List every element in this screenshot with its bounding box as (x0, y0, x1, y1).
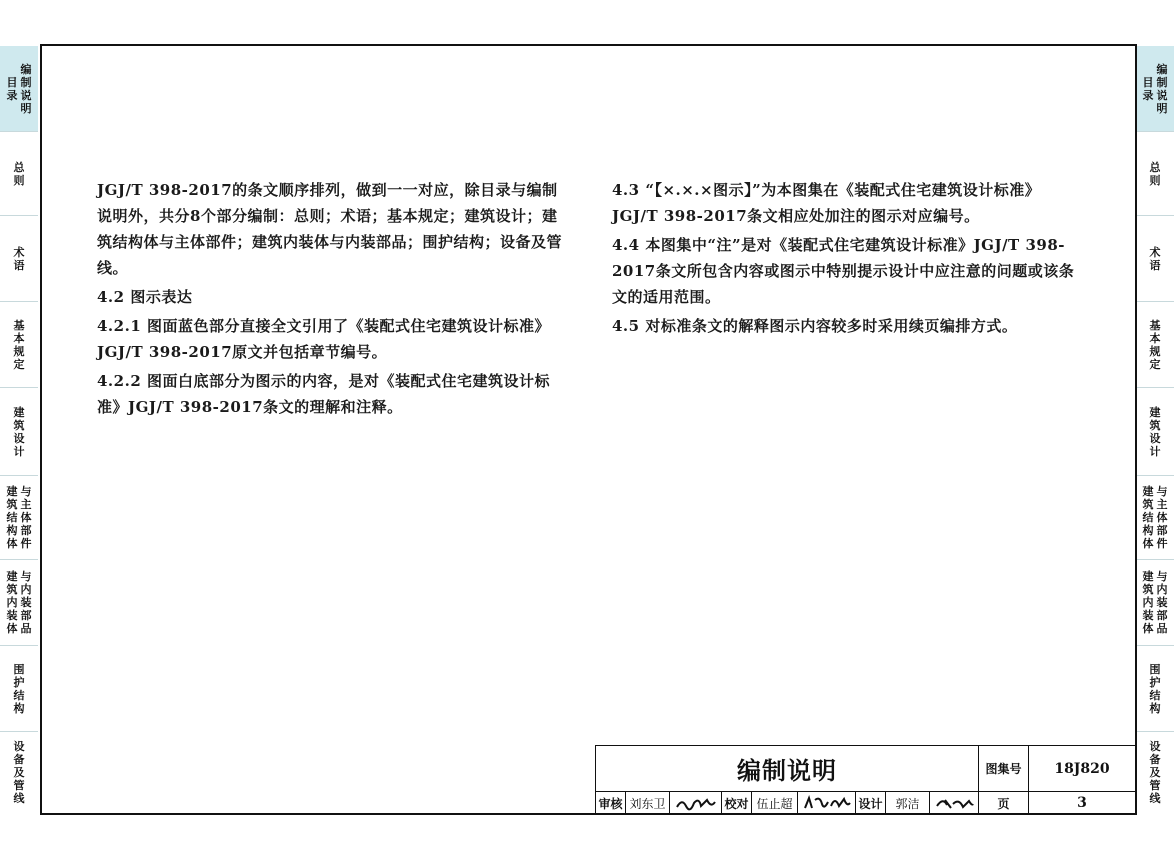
paragraph-4-3: 4.3 “【×.×.×图示】”为本图集在《装配式住宅建筑设计标准》JGJ/T 398-2017条文相应处加注的图示对应编号。 (612, 181, 1041, 225)
atlas-number-label: 图集号 (979, 746, 1029, 792)
side-tab-architectural-design-right[interactable]: 建 筑 设 计 (1136, 388, 1174, 476)
checker-signature (798, 792, 856, 814)
side-tab-equipment-right[interactable]: 设 备 及 管 线 (1149, 739, 1161, 805)
side-tab-terms-right[interactable]: 术 语 (1136, 216, 1174, 302)
side-tab-terms[interactable]: 术 语 (0, 216, 38, 302)
page-label: 页 (979, 792, 1029, 814)
side-tab-interior[interactable]: 建 筑 内 装 体 与 内 装 部 品 (0, 560, 38, 646)
side-tab-envelope[interactable]: 围 护 结 构 (0, 646, 38, 732)
side-tab-contents-right[interactable]: 目 录 编 制 说 明 (1136, 46, 1174, 132)
section-heading-4-2: 4.2 图示表达 (97, 288, 193, 306)
designer-name: 郭洁 (886, 792, 930, 814)
review-label: 审核 (596, 792, 626, 814)
paragraph-intro: JGJ/T 398-2017的条文顺序排列，做到一一对应，除目录与编制说明外，共分8个部分编制：总则；术语；基本规定；建筑设计；建筑结构体与主体部件；建筑内装体与内装部品；围护结构；设备及管线。 (97, 181, 563, 277)
side-tab-envelope-right[interactable]: 围 护 结 构 (1136, 646, 1174, 732)
design-label: 设计 (856, 792, 886, 814)
side-tab-structure-right[interactable]: 建 筑 结 构 体 与 主 体 部 件 (1136, 476, 1174, 560)
reviewer-signature (670, 792, 722, 814)
side-tab-structure[interactable]: 建 筑 结 构 体 与 主 体 部 件 (0, 476, 38, 560)
left-text-column (97, 177, 567, 423)
side-tab-interior-right[interactable]: 建 筑 内 装 体 与 内 装 部 品 (1136, 560, 1174, 646)
designer-signature (930, 792, 979, 814)
drawing-frame (40, 44, 1137, 815)
paragraph-4-5: 4.5 对标准条文的解释图示内容较多时采用续页编排方式。 (612, 317, 1018, 335)
side-tab-equipment[interactable]: 设 备 及 管 线 (13, 739, 25, 805)
checker-name: 伍止超 (752, 792, 798, 814)
side-tab-contents[interactable] (0, 46, 38, 132)
side-tab-general-right[interactable]: 总 则 (1136, 132, 1174, 216)
right-text-column (612, 177, 1076, 342)
sheet-title: 编制说明 (596, 746, 979, 792)
side-tab-contents-label: 目 录 (6, 75, 18, 102)
paragraph-4-4: 4.4 本图集中“注”是对《装配式住宅建筑设计标准》JGJ/T 398-2017条文所包含内容或图示中特别提示设计中应注意的问题或该条文的适用范围。 (612, 236, 1075, 306)
side-tab-basic-rules[interactable]: 基 本 规 定 (0, 302, 38, 388)
paragraph-4-2-1: 4.2.1 图面蓝色部分直接全文引用了《装配式住宅建筑设计标准》JGJ/T 398-2017原文并包括章节编号。 (97, 317, 550, 361)
side-tab-basic-rules-right[interactable]: 基 本 规 定 (1136, 302, 1174, 388)
check-label: 校对 (722, 792, 752, 814)
reviewer-name: 刘东卫 (626, 792, 670, 814)
paragraph-4-2-2: 4.2.2 图面白底部分为图示的内容，是对《装配式住宅建筑设计标准》JGJ/T 398-2017条文的理解和注释。 (97, 372, 550, 416)
title-block (595, 745, 1137, 815)
side-tab-architectural-design[interactable]: 建 筑 设 计 (0, 388, 38, 476)
atlas-number: 18J820 (1029, 746, 1135, 792)
side-tab-general[interactable]: 总 则 (0, 132, 38, 216)
page-number: 3 (1077, 795, 1087, 811)
side-tab-compilation-label: 编 制 说 明 (20, 62, 32, 115)
